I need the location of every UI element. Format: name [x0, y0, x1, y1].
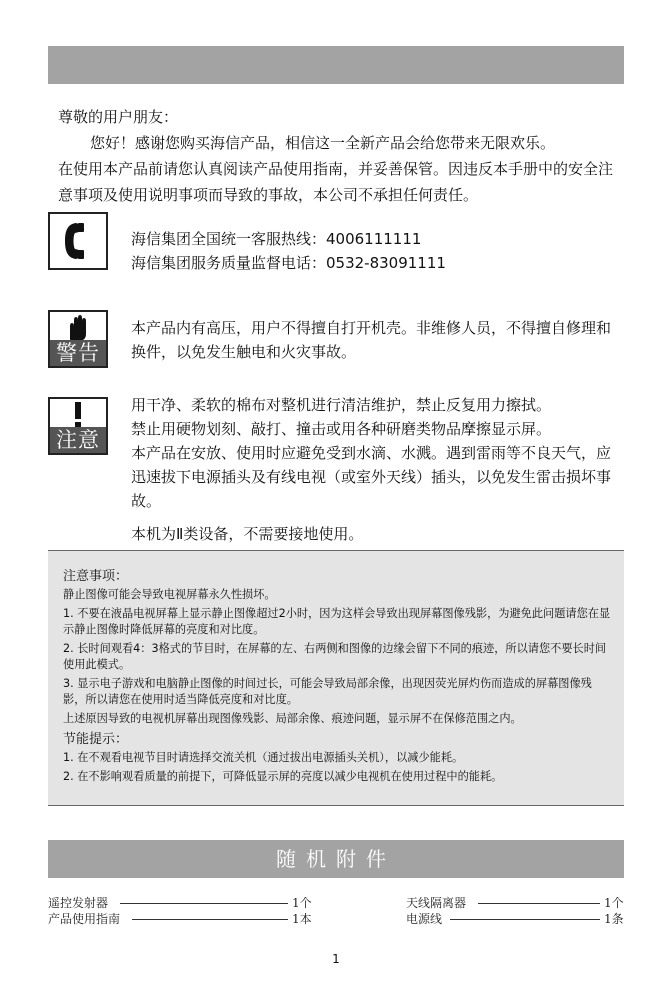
hotline-block [131, 227, 625, 275]
accessories-title: 随机附件 [48, 840, 624, 878]
accessory-name: 天线隔离器 [406, 896, 467, 910]
notice-item-3: 3. 显示电子游戏和电脑静止图像的时间过长，可能会导致局部余像，出现因荧光屏灼伤而造成的屏幕图像残影，所以请您在使用时适当降低亮度和对比度。 [63, 677, 592, 706]
leader-line [132, 919, 288, 920]
warning-text: 本产品内有高压，用户不得擅自打开机壳。非维修人员，不得擅自修理和换件，以免发生触电和火灾事故。 [131, 319, 612, 361]
caution-line-2: 禁止用硬物划刻、敲打、撞击或用各种研磨类物品摩擦显示屏。 [131, 420, 552, 438]
intro-paragraph-1: 您好！感谢您购买海信产品，相信这一全新产品会给您带来无限欢乐。 [90, 134, 556, 152]
accessory-item [48, 895, 312, 911]
caution-block [131, 393, 625, 513]
intro-section [58, 104, 624, 208]
notice-intro: 静止图像可能会导致电视屏幕永久性损坏。 [63, 588, 276, 601]
caution-line-3: 本产品在安放、使用时应避免受到水滴、水溅。遇到雷雨等不良天气，应迅速拔下电源插头及有线电视（或室外天线）插头，以免发生雷击损坏事故。 [131, 444, 612, 510]
caution-icon-box [48, 397, 108, 455]
accessory-item [406, 911, 624, 927]
accessory-item [48, 911, 312, 927]
greeting: 尊敬的用户朋友： [58, 108, 179, 126]
accessory-qty: 1条 [604, 912, 624, 926]
accessory-name: 遥控发射器 [48, 896, 109, 910]
notice-summary: 上述原因导致的电视机屏幕出现图像残影、局部余像、痕迹问题，显示屏不在保修范围之内。 [63, 712, 522, 725]
class-note-text: 本机为Ⅱ类设备，不需要接地使用。 [131, 525, 364, 543]
leader-line [450, 919, 600, 920]
accessory-qty: 1本 [292, 912, 312, 926]
accessory-qty: 1个 [292, 896, 312, 910]
intro-paragraph-2: 在使用本产品前请您认真阅读产品使用指南，并妥善保管。因违反本手册中的安全注意事项及使用说明事项而导致的事故，本公司不承担任何责任。 [58, 160, 614, 204]
notice-box [48, 550, 624, 806]
warning-label: 警告 [50, 340, 106, 366]
leader-line [120, 903, 288, 904]
telephone-icon [48, 212, 108, 270]
notice-item-1: 1. 不要在液晶电视屏幕上显示静止图像超过2小时，因为这样会导致出现屏幕图像残影，为避免此问题请您在显示静止图像时降低屏幕的亮度和对比度。 [63, 607, 611, 636]
energy-item-1: 1. 在不观看电视节目时请选择交流关机（通过拔出电源插头关机），以减少能耗。 [63, 751, 464, 764]
warning-block [131, 316, 625, 364]
notice-item-2: 2. 长时间观看4：3格式的节目时，在屏幕的左、右两侧和图像的边缘会留下不同的痕迹，所以请您不要长时间使用此模式。 [63, 642, 607, 671]
hotline-line-2: 海信集团服务质量监督电话：0532-83091111 [131, 254, 446, 272]
header-bar [48, 46, 624, 84]
accessory-name: 产品使用指南 [48, 912, 121, 926]
notice-title: 注意事项： [63, 569, 129, 584]
page-number: 1 [332, 952, 340, 966]
caution-line-1: 用干净、柔软的棉布对整机进行清洁维护，禁止反复用力擦拭。 [131, 396, 552, 414]
energy-title: 节能提示： [63, 732, 129, 747]
energy-item-2: 2. 在不影响观看质量的前提下，可降低显示屏的亮度以减少电视机在使用过程中的能耗。 [63, 770, 503, 783]
accessory-name: 电源线 [406, 912, 443, 926]
accessory-item [406, 895, 624, 911]
class-note [131, 522, 625, 546]
caution-label: 注意 [50, 427, 106, 453]
leader-line [478, 903, 600, 904]
accessory-qty: 1个 [604, 896, 624, 910]
warning-icon-box [48, 310, 108, 368]
hotline-line-1: 海信集团全国统一客服热线：4006111111 [131, 230, 422, 248]
